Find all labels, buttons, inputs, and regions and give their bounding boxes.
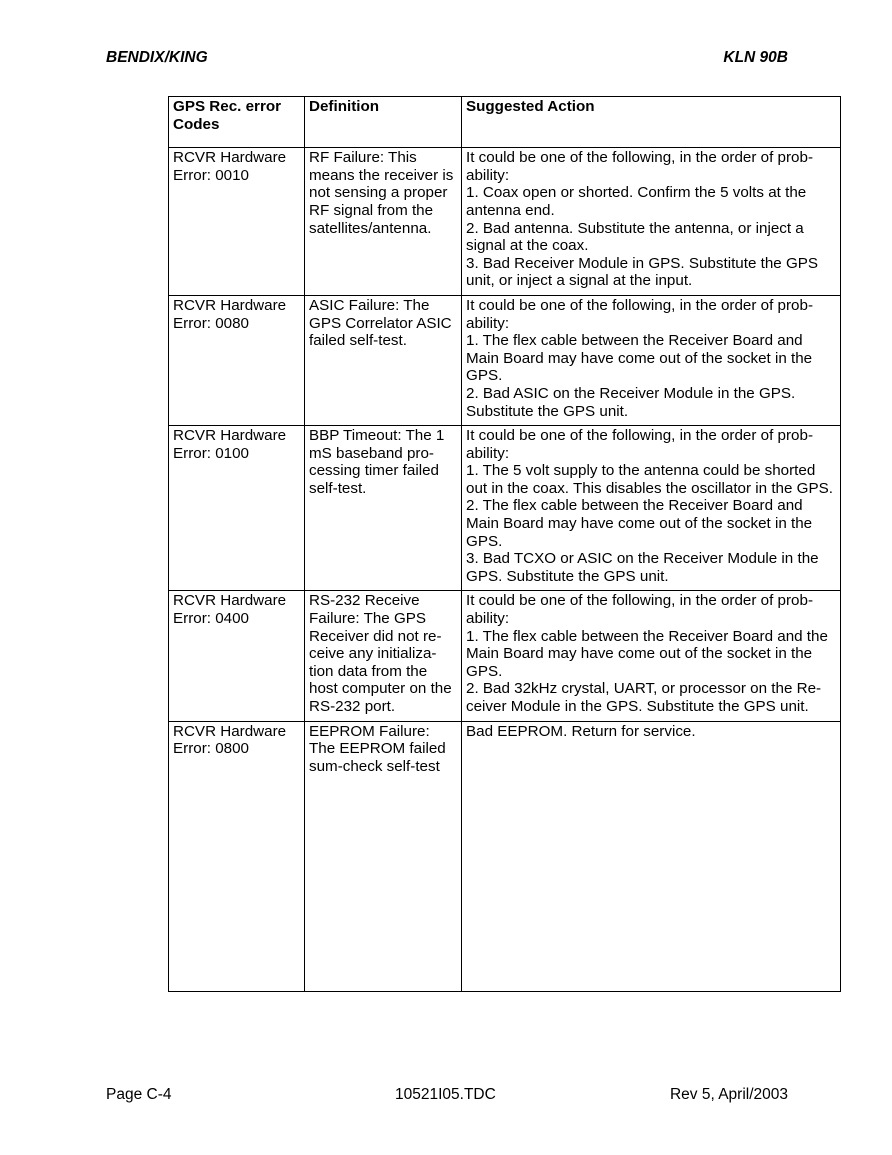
action-line: 2. Bad ASIC on the Receiver Module in the GPS. Substitute the GPS unit. (466, 384, 796, 420)
action-line: Bad EEPROM. Return for service. (466, 722, 696, 740)
definition-cell: BBP Timeout: The 1 mS baseband pro-cessing timer failed self-test. (305, 426, 462, 591)
action-line: 2. Bad antenna. Substitute the antenna, or inject a signal at the coax. (466, 219, 804, 255)
table-row (169, 591, 841, 721)
column-header-suggested-action: Suggested Action (462, 97, 841, 148)
definition-cell: EEPROM Failure: The EEPROM failed sum-check self-test (305, 721, 462, 991)
action-line: 3. Bad Receiver Module in GPS. Substitute the GPS unit, or inject a signal at the input. (466, 254, 819, 290)
suggested-action-cell (462, 591, 841, 721)
action-line: 1. Coax open or shorted. Confirm the 5 volts at the antenna end. (466, 184, 807, 219)
action-line: It could be one of the following, in the order of prob-ability: (466, 296, 813, 332)
suggested-action-cell (462, 426, 841, 591)
error-code-cell: RCVR Hardware Error: 0100 (169, 426, 305, 591)
header-model: KLN 90B (723, 49, 788, 66)
action-line: 1. The flex cable between the Receiver Board and the Main Board may have come out of the socket in the GPS. (466, 627, 828, 680)
table-header-row (169, 97, 841, 148)
suggested-action-cell (462, 148, 841, 296)
definition-cell: ASIC Failure: The GPS Correlator ASIC failed self-test. (305, 295, 462, 425)
action-line: 1. The 5 volt supply to the antenna could be shorted out in the coax. This disables the oscillator in the GPS. (466, 462, 833, 497)
action-line: It could be one of the following, in the order of prob-ability: (466, 427, 813, 462)
table-row (169, 295, 841, 425)
action-line: It could be one of the following, in the order of prob-ability: (466, 592, 813, 628)
column-header-codes: GPS Rec. error Codes (169, 97, 305, 148)
action-line: 2. The flex cable between the Receiver Board and Main Board may have come out of the socket in the GPS. (466, 497, 813, 550)
table-row (169, 426, 841, 591)
error-code-cell: RCVR Hardware Error: 0080 (169, 295, 305, 425)
footer-document-id: 10521I05.TDC (395, 1086, 496, 1103)
table-row (169, 148, 841, 296)
error-code-cell: RCVR Hardware Error: 0010 (169, 148, 305, 296)
action-line: 1. The flex cable between the Receiver Board and Main Board may have come out of the socket in the GPS. (466, 332, 813, 385)
footer-revision: Rev 5, April/2003 (669, 1086, 788, 1103)
error-codes-table (168, 96, 841, 992)
suggested-action-cell (462, 295, 841, 425)
definition-cell: RF Failure: This means the receiver is not sensing a proper RF signal from the satellites/antenna. (305, 148, 462, 296)
header-brand: BENDIX/KING (106, 49, 208, 66)
error-code-cell: RCVR Hardware Error: 0800 (169, 721, 305, 991)
action-line: 2. Bad 32kHz crystal, UART, or processor on the Re-ceiver Module in the GPS. Substitute the GPS unit. (466, 680, 822, 715)
action-line: It could be one of the following, in the order of prob-ability: (466, 149, 813, 184)
table-row (169, 721, 841, 991)
action-line: 3. Bad TCXO or ASIC on the Receiver Module in the GPS. Substitute the GPS unit. (466, 550, 819, 585)
footer-page-number: Page C-4 (106, 1086, 172, 1103)
suggested-action-cell (462, 721, 841, 991)
definition-cell: RS-232 Receive Failure: The GPS Receiver did not re-ceive any initializa-tion data from the host computer on the RS-232 port. (305, 591, 462, 721)
error-code-cell: RCVR Hardware Error: 0400 (169, 591, 305, 721)
column-header-definition: Definition (305, 97, 462, 148)
